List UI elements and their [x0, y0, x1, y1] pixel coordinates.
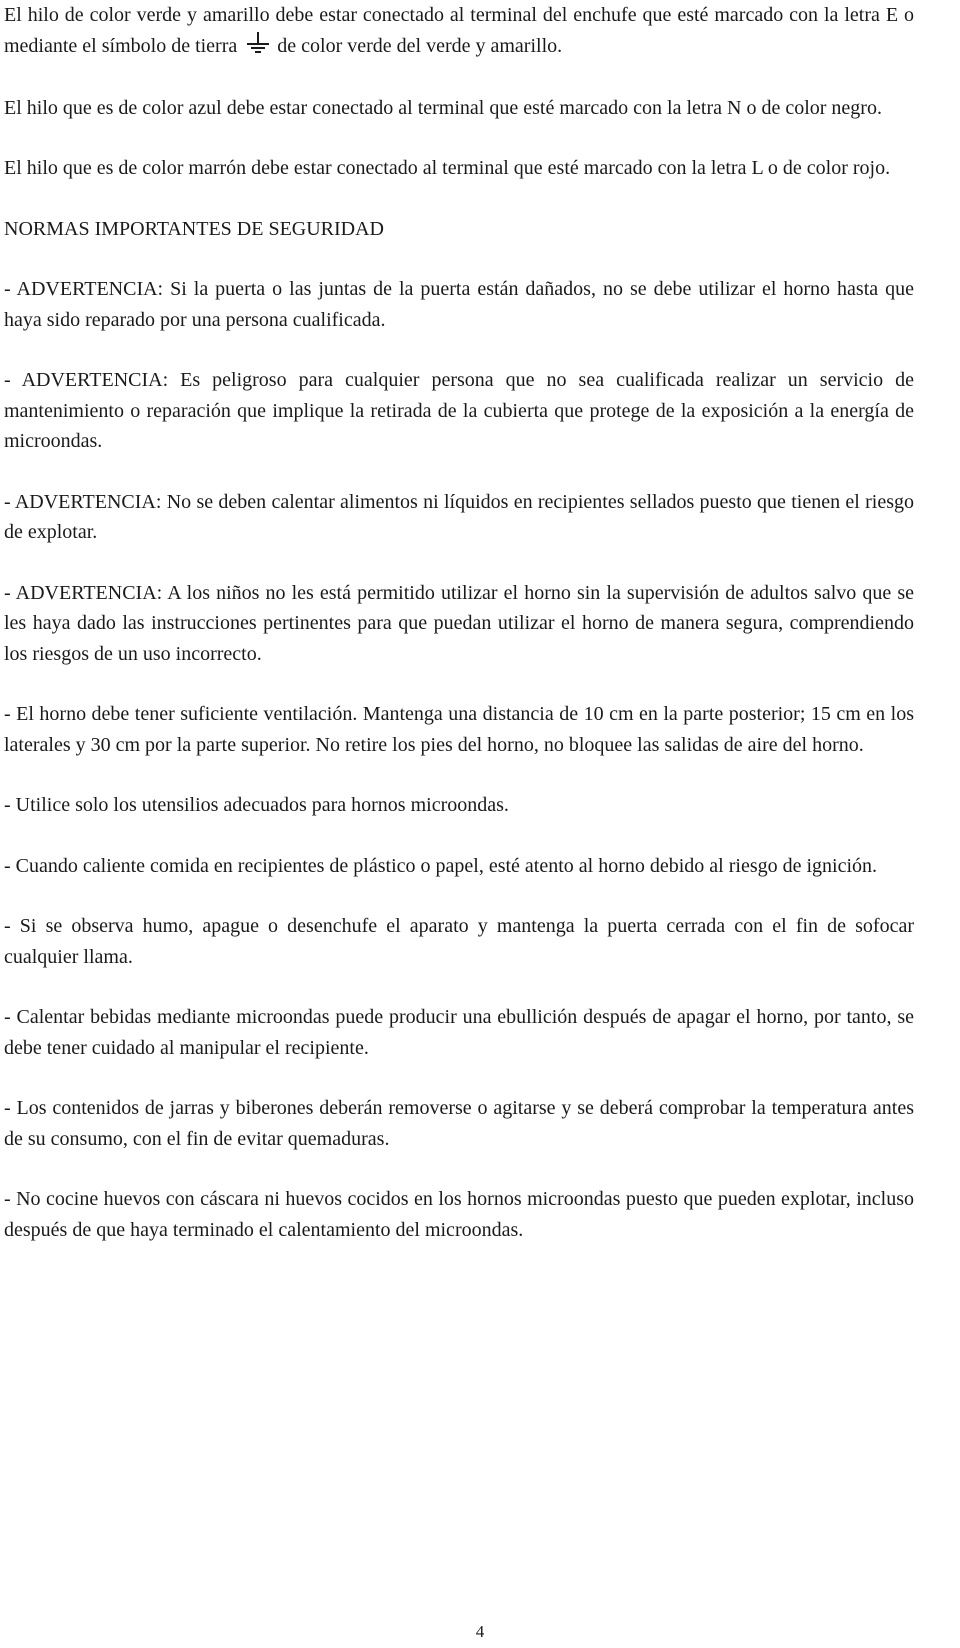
- safety-rule: - El horno debe tener suficiente ventilación. Mantenga una distancia de 10 cm en la parte posterior; 15 cm en los laterales y 30 cm por la parte superior. No retire los pies del horno, no bloquee las salidas de aire del horno.: [4, 703, 914, 756]
- safety-rule: - Calentar bebidas mediante microondas puede producir una ebullición después de apagar el horno, por tanto, se debe tener cuidado al manipular el recipiente.: [4, 1006, 914, 1059]
- safety-rule: - No cocine huevos con cáscara ni huevos cocidos en los hornos microondas puesto que pueden explotar, incluso después de que haya terminado el calentamiento del microondas.: [4, 1188, 914, 1241]
- safety-rule: - Si se observa humo, apague o desenchufe el aparato y mantenga la puerta cerrada con el fin de sofocar cualquier llama.: [4, 915, 914, 968]
- paragraph-text-part2: de color verde del verde y amarillo.: [272, 34, 563, 57]
- safety-rule: - ADVERTENCIA: Si la puerta o las juntas de la puerta están dañados, no se debe utilizar el horno hasta que haya sido reparado por una persona cualificada.: [4, 278, 914, 331]
- paragraph-text-part1: El hilo de color verde y amarillo debe estar conectado al terminal del enchufe que esté marcado con la letra E o mediante el símbolo de tierra: [4, 4, 914, 57]
- safety-rule: - Los contenidos de jarras y biberones deberán removerse o agitarse y se deberá comprobar la temperatura antes de su consumo, con el fin de evitar quemaduras.: [4, 1097, 914, 1150]
- safety-rule: - Utilice solo los utensilios adecuados para hornos microondas.: [4, 794, 509, 817]
- paragraph-green-yellow-wire: [4, 0, 914, 63]
- section-heading: NORMAS IMPORTANTES DE SEGURIDAD: [4, 217, 384, 240]
- earth-ground-icon: [246, 31, 270, 63]
- paragraph-blue-wire: El hilo que es de color azul debe estar conectado al terminal que esté marcado con la letra N o de color negro.: [4, 96, 882, 119]
- document-page: [4, 0, 914, 1275]
- safety-rule: - Cuando caliente comida en recipientes de plástico o papel, esté atento al horno debido al riesgo de ignición.: [4, 854, 878, 877]
- paragraph-brown-wire: El hilo que es de color marrón debe estar conectado al terminal que esté marcado con la letra L o de color rojo.: [4, 157, 891, 180]
- safety-rule: - ADVERTENCIA: Es peligroso para cualquier persona que no sea cualificada realizar un servicio de mantenimiento o reparación que implique la retirada de la cubierta que protege de la exposición a la energía de microondas.: [4, 369, 914, 453]
- safety-rule: - ADVERTENCIA: A los niños no les está permitido utilizar el horno sin la supervisión de adultos salvo que se les haya dado las instrucciones pertinentes para que puedan utilizar el horno de manera segura, comprendiendo los riesgos de un uso incorrecto.: [4, 581, 914, 665]
- safety-rule: - ADVERTENCIA: No se deben calentar alimentos ni líquidos en recipientes sellados puesto que tienen el riesgo de explotar.: [4, 490, 914, 544]
- page-number: 4: [475, 1622, 485, 1641]
